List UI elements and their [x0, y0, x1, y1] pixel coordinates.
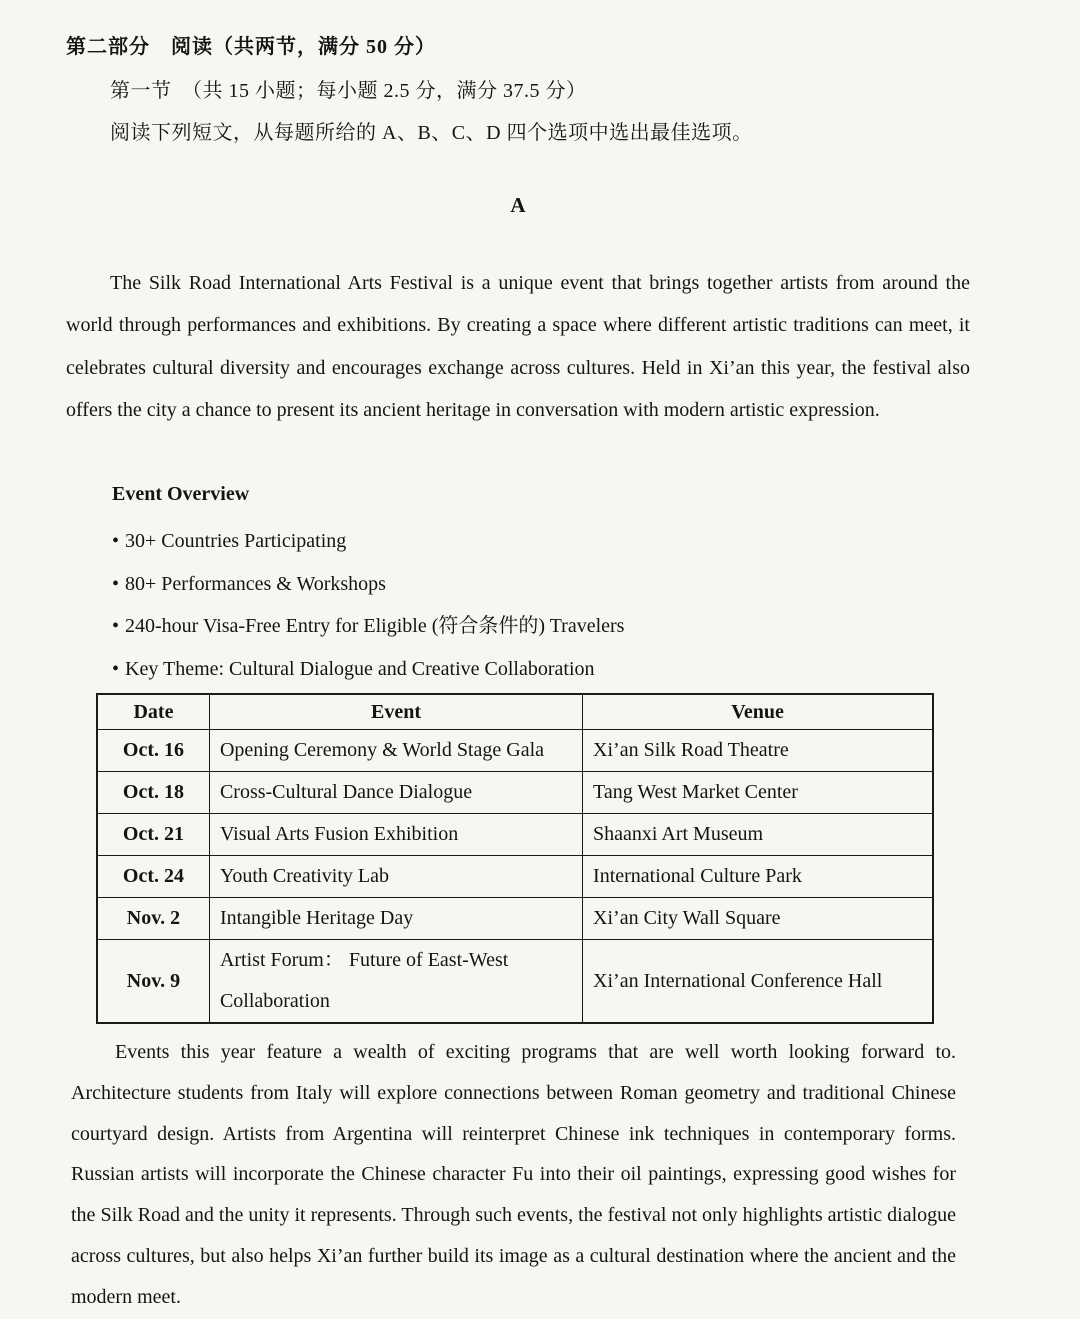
event-venue: Xi’an International Conference Hall [583, 940, 933, 1024]
closing-paragraph: Events this year feature a wealth of exciting programs that are well worth looking forward to. Architecture students from Italy will explore connections between Roman geometry and traditional Chinese courtyard design. Artists from Argentina will reinterpret Chinese ink techniques in contemporary forms. Russian artists will incorporate the Chinese character Fu into their oil paintings, expressing good wishes for the Silk Road and the unity it represents. Through such events, the festival not only highlights artistic dialogue across cultures, but also helps Xi’an further build its image as a cultural destination where the ancient and the modern meet. [71, 1041, 956, 1308]
event-venue: Xi’an Silk Road Theatre [583, 730, 933, 772]
overview-item [112, 563, 624, 606]
overview-item-text: 80+ Performances & Workshops [125, 572, 386, 595]
event-name: Visual Arts Fusion Exhibition [209, 814, 582, 856]
event-date: Oct. 18 [97, 772, 209, 814]
column-header-date: Date [97, 694, 209, 730]
event-venue: Tang West Market Center [583, 772, 933, 814]
event-venue: Xi’an City Wall Square [583, 898, 933, 940]
event-name: Opening Ceremony & World Stage Gala [209, 730, 582, 772]
overview-list [112, 520, 624, 690]
event-date: Nov. 2 [97, 898, 209, 940]
event-date: Oct. 21 [97, 814, 209, 856]
bullet-icon: • [112, 615, 120, 637]
column-header-venue: Venue [583, 694, 933, 730]
event-name: Intangible Heritage Day [209, 898, 582, 940]
column-header-event: Event [209, 694, 582, 730]
instruction-text: 阅读下列短文，从每题所给的 A、B、C、D 四个选项中选出最佳选项。 [110, 122, 753, 144]
bullet-icon: • [112, 657, 120, 680]
overview-item [112, 520, 624, 563]
overview-item [112, 605, 624, 648]
event-date: Nov. 9 [97, 940, 209, 1024]
part-title: 第二部分 阅读（共两节，满分 50 分） [66, 36, 436, 58]
event-date: Oct. 24 [97, 856, 209, 898]
table-row [97, 898, 933, 940]
event-name: Youth Creativity Lab [209, 856, 582, 898]
section-title: 第一节 （共 15 小题；每小题 2.5 分，满分 37.5 分） [110, 80, 587, 102]
event-name: Artist Forum： Future of East-West Collaboration [209, 940, 582, 1024]
table-row [97, 772, 933, 814]
event-venue: Shaanxi Art Museum [583, 814, 933, 856]
overview-heading: Event Overview [112, 483, 250, 505]
overview-item-text: 30+ Countries Participating [125, 530, 347, 552]
event-venue: International Culture Park [583, 856, 933, 898]
intro-paragraph: The Silk Road International Arts Festival is a unique event that brings together artists from around the world through performances and exhibitions. By creating a space where different artistic traditions can meet, it celebrates cultural diversity and encourages exchange across cultures. Held in Xi’an this year, the festival also offers the city a chance to present its ancient heritage in conversation with modern artistic expression. [66, 272, 970, 422]
table-row [97, 814, 933, 856]
table-row [97, 940, 933, 1024]
table-row [97, 730, 933, 772]
overview-item-text: Key Theme: Cultural Dialogue and Creative Collaboration [125, 657, 595, 680]
bullet-icon: • [112, 530, 120, 552]
event-schedule-table [96, 693, 934, 1024]
overview-item-text: 240-hour Visa-Free Entry for Eligible (符合条件的) Travelers [125, 615, 625, 637]
table-row [97, 856, 933, 898]
bullet-icon: • [112, 572, 120, 595]
passage-label: A [510, 193, 526, 217]
event-name: Cross-Cultural Dance Dialogue [209, 772, 582, 814]
event-date: Oct. 16 [97, 730, 209, 772]
overview-item [112, 648, 624, 691]
table-header-row [97, 694, 933, 730]
